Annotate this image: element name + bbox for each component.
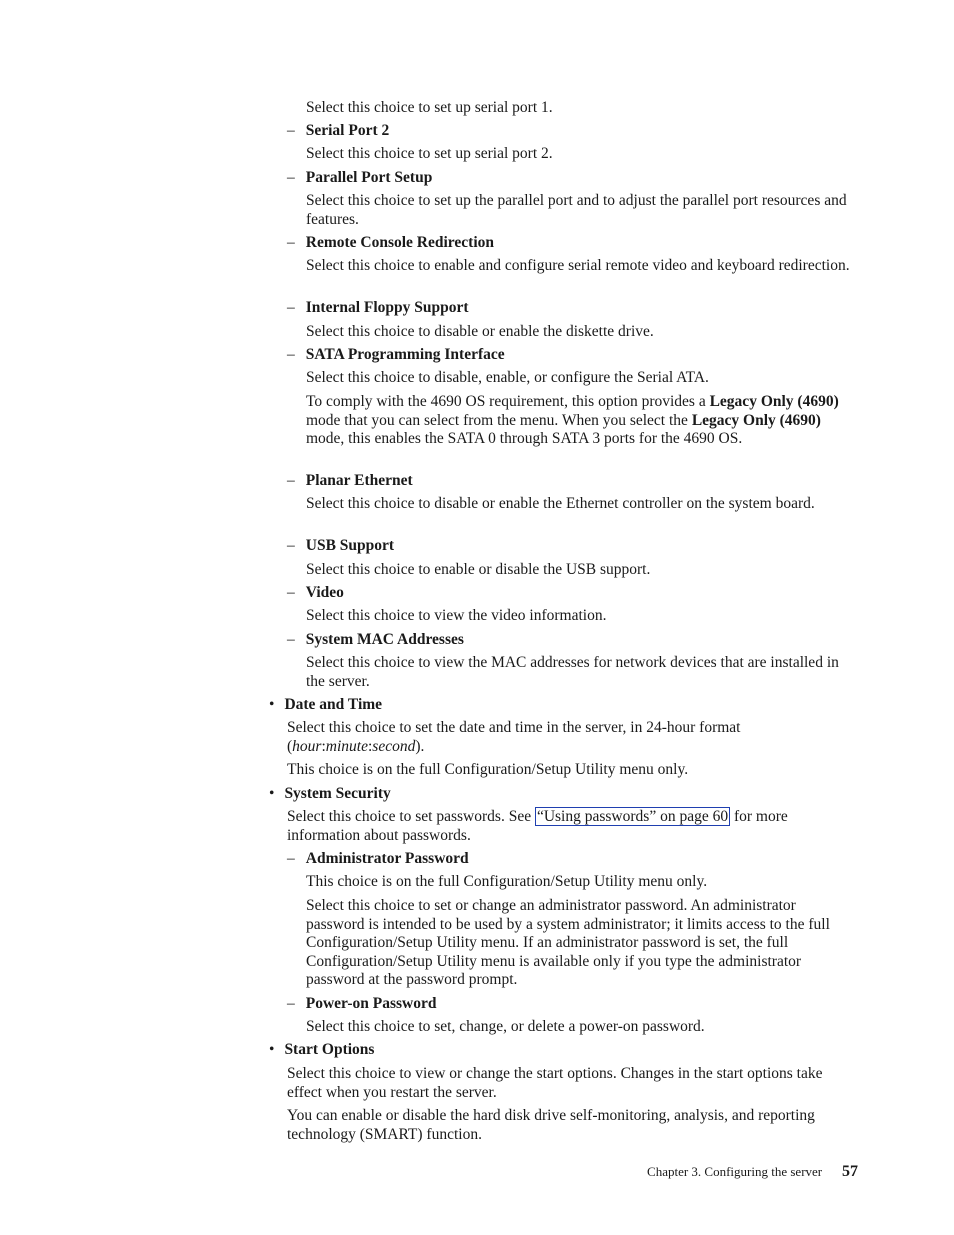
bold-term: Legacy Only (4690) — [709, 393, 839, 410]
paragraph: Select this choice to view the MAC addresses for network devices that are installed in the server. — [306, 654, 839, 690]
paragraph: Select this choice to view or change the start options. Changes in the start options take effect when you restart the server. — [287, 1065, 823, 1101]
paragraph: Select this choice to disable or enable the diskette drive. — [306, 323, 654, 340]
dash-icon: – — [287, 169, 295, 186]
italic-term: hour — [292, 737, 322, 755]
paragraph: Select this choice to enable or disable the USB support. — [306, 561, 651, 578]
subsection-heading-label: Administrator Password — [305, 850, 469, 867]
bold-term: Legacy Only (4690) — [691, 411, 821, 429]
text-run: Select this choice to set passwords. See — [287, 808, 535, 825]
paragraph: You can enable or disable the hard disk drive self-monitoring, analysis, and reporting technology (SMART) function. — [287, 1107, 815, 1143]
dash-icon: – — [287, 346, 295, 363]
dash-icon: – — [287, 472, 295, 489]
text-run: ). — [415, 737, 425, 755]
dash-icon: – — [287, 584, 295, 601]
paragraph: Select this choice to set or change an administrator password. An administrator password is intended to be used by a system administrator; it limits access to the full Configuration/Setup Utility menu. If an administrator password is set, the full Configuration/Setup Utility menu is available only if you type the administrator password at the password prompt. — [306, 897, 830, 989]
paragraph: This choice is on the full Configuration/Setup Utility menu only. — [306, 873, 708, 890]
subsection-heading — [287, 299, 469, 318]
paragraph-with-link — [287, 808, 858, 845]
text-run: : — [321, 737, 326, 755]
paragraph: Select this choice to set, change, or delete a power-on password. — [306, 1018, 705, 1035]
dash-icon: – — [287, 631, 295, 648]
paragraph: Select this choice to set up serial port 1. — [306, 99, 553, 116]
paragraph: Select this choice to set up serial port 2. — [306, 145, 553, 162]
subsection-heading-label: System MAC Addresses — [305, 631, 464, 648]
subsection-heading-label: Serial Port 2 — [305, 122, 390, 139]
text-run: Select this choice to set the date and time in the server, in 24-hour format ( — [287, 719, 741, 755]
subsection-heading — [287, 850, 469, 869]
using-passwords-link[interactable]: “Using passwords” on page 60 — [536, 808, 729, 825]
bullet-icon: • — [269, 785, 275, 802]
dash-icon: – — [287, 234, 295, 251]
subsection-heading — [287, 169, 432, 188]
paragraph: Select this choice to set up the parallel port and to adjust the parallel port resources and features. — [306, 192, 847, 228]
text-run: : — [367, 737, 373, 755]
paragraph — [287, 719, 858, 756]
subsection-heading-label: SATA Programming Interface — [305, 346, 505, 363]
subsection-heading — [287, 472, 413, 491]
paragraph: Select this choice to disable, enable, or configure the Serial ATA. — [306, 369, 709, 386]
subsection-heading — [287, 537, 394, 556]
subsection-heading — [287, 234, 494, 253]
section-heading-label: Start Options — [284, 1041, 375, 1058]
paragraph: Select this choice to enable and configure serial remote video and keyboard redirection. — [306, 257, 850, 274]
subsection-heading-label: Planar Ethernet — [305, 472, 413, 489]
section-heading — [269, 696, 382, 715]
subsection-heading — [287, 995, 436, 1014]
dash-icon: – — [287, 850, 295, 867]
paragraph — [306, 393, 858, 449]
bullet-icon: • — [269, 696, 275, 713]
subsection-heading-label: Power-on Password — [305, 995, 437, 1012]
italic-term: minute — [325, 737, 368, 755]
subsection-heading-label: Internal Floppy Support — [305, 299, 469, 316]
section-heading-label: System Security — [284, 785, 391, 802]
section-heading — [269, 1041, 374, 1060]
subsection-heading — [287, 346, 505, 365]
subsection-heading-label: USB Support — [305, 537, 395, 554]
section-heading-label: Date and Time — [284, 696, 383, 713]
subsection-heading — [287, 122, 389, 141]
text-run: for more information about passwords. — [287, 808, 788, 844]
paragraph: Select this choice to disable or enable the Ethernet controller on the system board. — [306, 495, 815, 512]
paragraph: This choice is on the full Configuration/Setup Utility menu only. — [287, 761, 689, 778]
footer-chapter-title: Chapter 3. Configuring the server — [647, 1164, 823, 1179]
subsection-heading-label: Remote Console Redirection — [305, 234, 495, 251]
dash-icon: – — [287, 995, 295, 1012]
text-run: mode that you can select from the menu. When you select the — [306, 411, 692, 429]
subsection-heading-label: Parallel Port Setup — [305, 169, 433, 186]
italic-term: second — [372, 737, 416, 755]
text-run: mode, this enables the SATA 0 through SATA 3 ports for the 4690 OS. — [306, 430, 743, 448]
text-run: To comply with the 4690 OS requirement, this option provides a — [306, 393, 710, 410]
bullet-icon: • — [269, 1041, 275, 1058]
subsection-heading — [287, 584, 344, 603]
section-heading — [269, 785, 391, 804]
subsection-heading-label: Video — [305, 584, 344, 601]
paragraph: Select this choice to view the video information. — [306, 607, 607, 624]
dash-icon: – — [287, 122, 295, 139]
page-footer — [647, 1163, 858, 1182]
subsection-heading — [287, 631, 464, 650]
dash-icon: – — [287, 299, 295, 316]
page-number: 57 — [842, 1163, 858, 1180]
dash-icon: – — [287, 537, 295, 554]
